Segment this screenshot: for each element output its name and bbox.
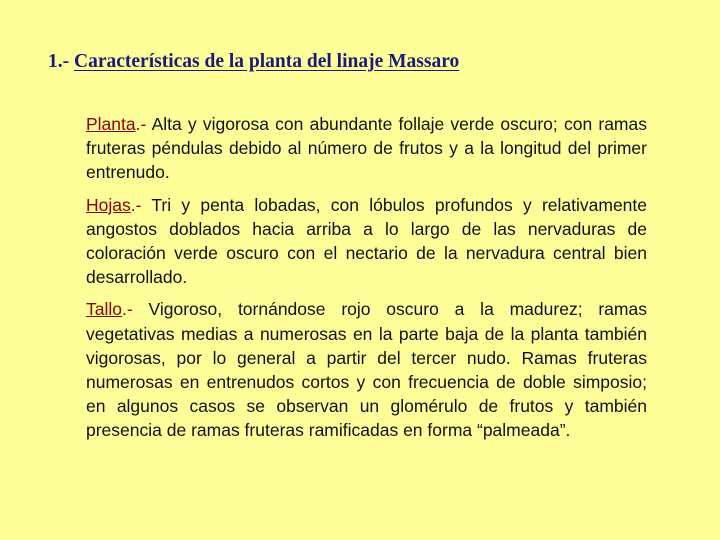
- title-text: Características de la planta del linaje Massaro: [74, 51, 460, 72]
- paragraph-hojas: [86, 193, 647, 290]
- description-planta: Alta y vigorosa con abundante follaje verde oscuro; con ramas fruteras péndulas debido al número de frutos y a la longitud del primer entrenudo.: [86, 114, 647, 183]
- paragraph-planta: [86, 112, 647, 185]
- content-body: [86, 112, 647, 451]
- term-tallo: Tallo: [86, 299, 122, 320]
- title-number: 1.-: [48, 51, 70, 72]
- separator: .-: [122, 299, 133, 320]
- separator: .-: [135, 114, 147, 134]
- term-hojas: Hojas: [86, 194, 131, 215]
- description-hojas: Tri y penta lobadas, con lóbulos profundos y relativamente angostos doblados hacia arriba a lo largo de las nervaduras de coloración verde oscuro con el nectario de la nervadura central bien desarrollado.: [86, 194, 648, 288]
- separator: .-: [130, 194, 142, 215]
- paragraph-tallo: [86, 297, 647, 442]
- description-tallo: Vigoroso, tornándose rojo oscuro a la madurez; ramas vegetativas medias a numerosas en la parte baja de la planta también vigorosas, por lo general a partir del tercer nudo. Ramas fruteras numerosas en entrenudos cortos y con frecuencia de doble simposio; en algunos casos se observan un glomérulo de frutos y también presencia de ramas fruteras ramificadas en forma “palmeada”.: [86, 299, 647, 441]
- term-planta: Planta: [86, 114, 136, 134]
- slide-title: [48, 48, 459, 76]
